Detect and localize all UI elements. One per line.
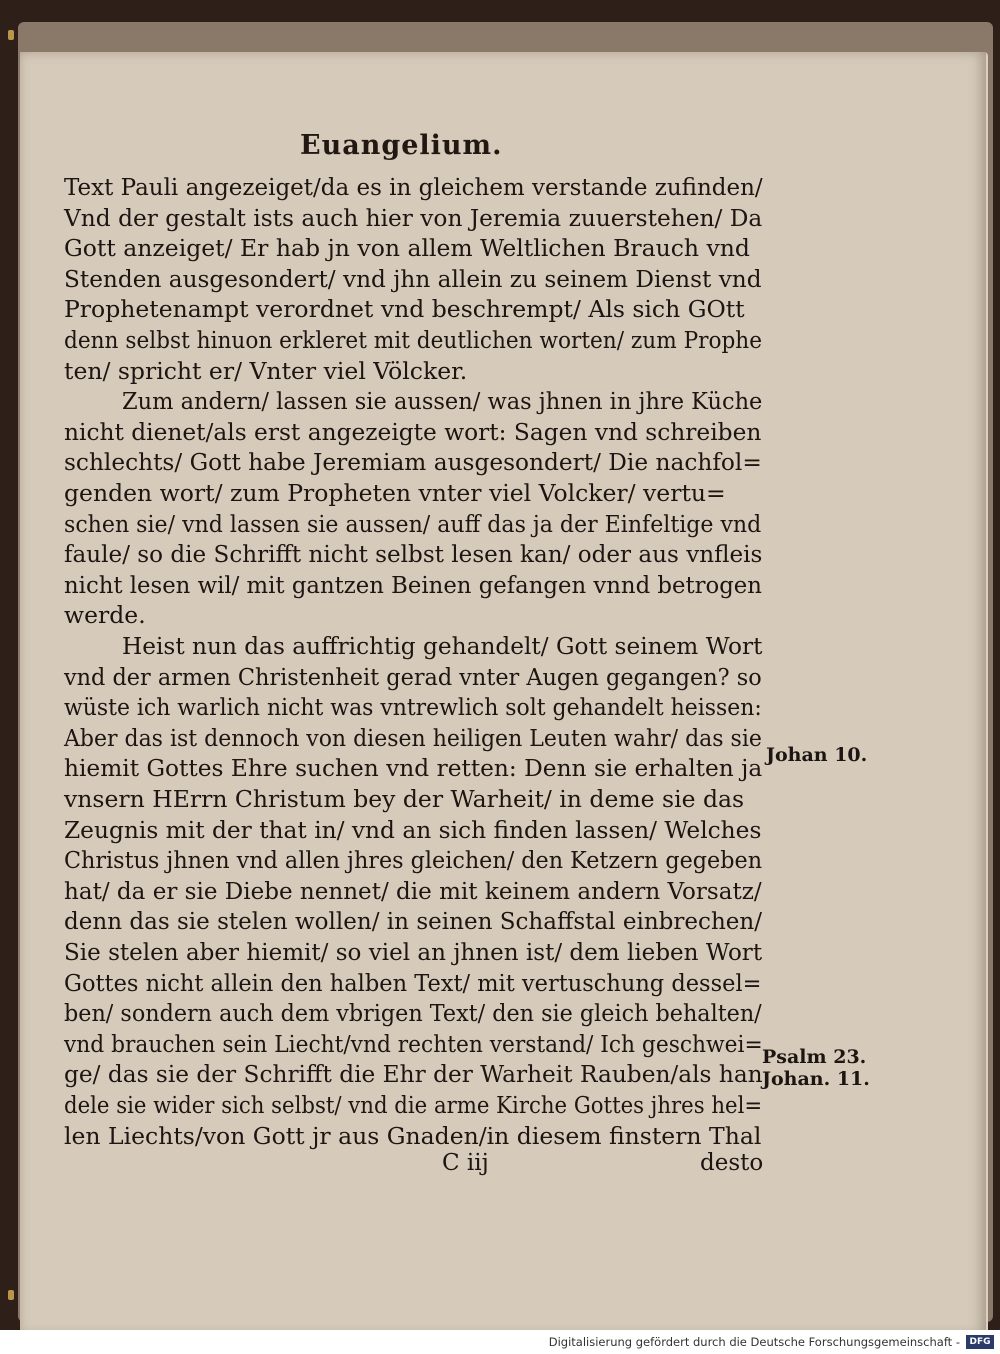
text-line: vnd der armen Christenheit gerad vnter Augen gegangen? so [64, 662, 762, 691]
text-line: genden wort/ zum Propheten vnter viel Volcker/ vertu= [64, 479, 726, 507]
text-line: Stenden ausgesondert/ vnd jhn allein zu seinem Dienst vnd [64, 264, 762, 293]
margin-note: Johan. 11. [762, 1068, 870, 1090]
text-line: Text Pauli angezeiget/da es in gleichem verstande zufinden/ [64, 173, 763, 201]
text-line: denn selbst hinuon erkleret mit deutlichen worten/ zum Prophe [64, 326, 763, 354]
binding-clasp [8, 30, 14, 40]
text-line: denn das sie stelen wollen/ in seinen Schaffstal einbrechen/ [64, 907, 763, 936]
binding-clasp [8, 1290, 14, 1300]
text-line: Sie stelen aber hiemit/ so viel an jhnen ist/ dem lieben Wort [64, 938, 763, 966]
text-line: werde. [64, 601, 146, 630]
text-line: Prophetenampt verordnet vnd beschrempt/ Als sich GOtt [64, 295, 745, 324]
text-line: Vnd der gestalt ists auch hier von Jeremia zuuerstehen/ Da [64, 203, 763, 232]
text-line: schen sie/ vnd lassen sie aussen/ auff das ja der Einfeltige vnd [64, 509, 762, 538]
text-line: Gottes nicht allein den halben Text/ mit vertuschung dessel= [64, 968, 762, 997]
text-line: ge/ das sie der Schrifft die Ehr der Warheit Rauben/als han [64, 1060, 763, 1089]
dfg-logo: DFG [966, 1335, 994, 1349]
funding-credit: Digitalisierung gefördert durch die Deutsche Forschungsgemeinschaft - [548, 1335, 960, 1349]
signature-mark: C iij [442, 1150, 489, 1176]
text-line: vnd brauchen sein Liecht/vnd rechten verstand/ Ich geschwei= [64, 1029, 763, 1058]
catchword: desto [700, 1150, 764, 1176]
running-head: Euangelium. [300, 130, 503, 161]
text-line: Gott anzeiget/ Er hab jn von allem Weltlichen Brauch vnd [64, 234, 750, 263]
text-line: Zum andern/ lassen sie aussen/ was jhnen in jhre Küche [122, 387, 763, 416]
text-line: ben/ sondern auch dem vbrigen Text/ den sie gleich behalten/ [64, 999, 762, 1028]
text-line: nicht lesen wil/ mit gantzen Beinen gefangen vnnd betrogen [64, 570, 762, 599]
text-line: dele sie wider sich selbst/ vnd die arme Kirche Gottes jhres hel= [64, 1091, 763, 1119]
text-line: wüste ich warlich nicht was vntrewlich solt gehandelt heissen: [64, 693, 762, 722]
text-line: hiemit Gottes Ehre suchen vnd retten: Denn sie erhalten ja [64, 754, 763, 783]
text-line: Christus jhnen vnd allen jhres gleichen/ den Ketzern gegeben [64, 846, 763, 875]
text-line: Zeugnis mit der that in/ vnd an sich finden lassen/ Welches [64, 815, 762, 844]
text-line: faule/ so die Schrifft nicht selbst lesen kan/ oder aus vnfleis [64, 540, 763, 569]
text-line: Aber das ist dennoch von diesen heiligen Leuten wahr/ das sie [64, 723, 762, 752]
margin-note: Johan 10. [766, 744, 868, 766]
text-line: schlechts/ Gott habe Jeremiam ausgesondert/ Die nachfol= [64, 448, 762, 477]
footer-bar [0, 1330, 1000, 1354]
text-line: ten/ spricht er/ Vnter viel Völcker. [64, 356, 468, 385]
text-line: vnsern HErrn Christum bey der Warheit/ in deme sie das [64, 785, 745, 813]
text-line: Heist nun das auffrichtig gehandelt/ Gott seinem Wort [122, 632, 763, 660]
margin-note: Psalm 23. [762, 1046, 867, 1068]
text-line: len Liechts/von Gott jr aus Gnaden/in diesem finstern Thal [64, 1121, 762, 1150]
text-line: nicht dienet/als erst angezeigte wort: Sagen vnd schreiben [64, 417, 762, 446]
text-line: hat/ da er sie Diebe nennet/ die mit keinem andern Vorsatz/ [64, 876, 762, 905]
